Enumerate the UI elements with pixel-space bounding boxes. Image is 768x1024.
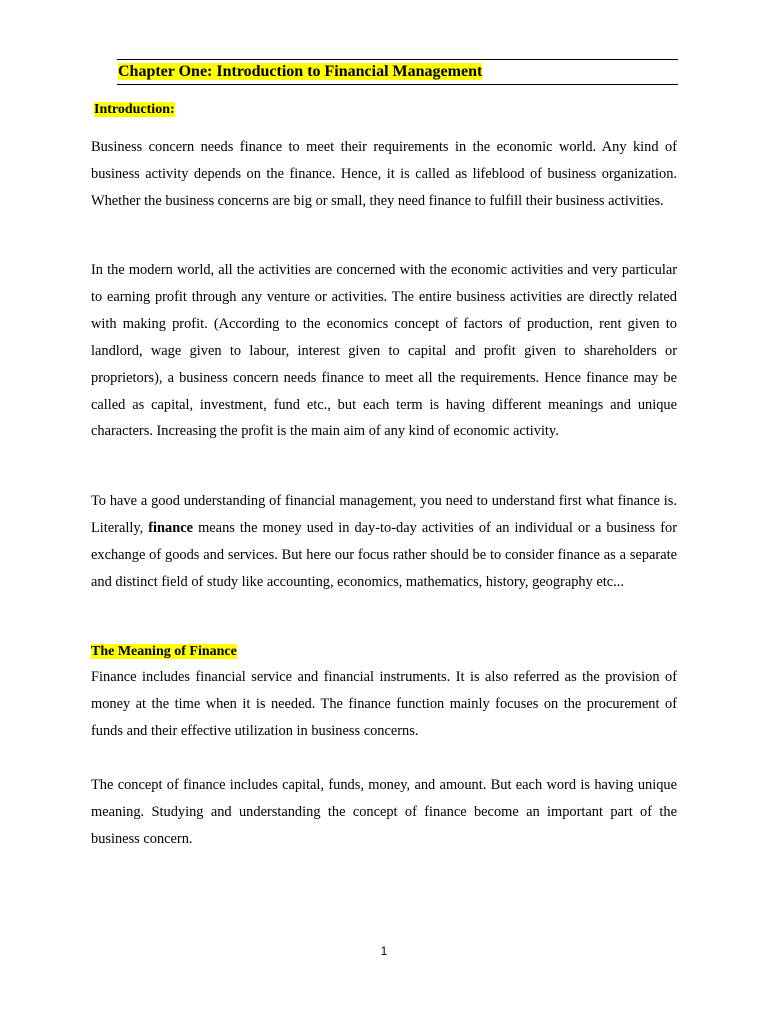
meaning-of-finance-heading-text: The Meaning of Finance [91, 644, 237, 659]
page-number: 1 [380, 944, 388, 958]
chapter-title-text: Chapter One: Introduction to Financial Management [118, 63, 483, 80]
understanding-text-before: To have a good understanding of financial management, you need to understand first what finance is. Literally, [91, 493, 677, 536]
chapter-title [118, 62, 482, 82]
understanding-text-after: means the money used in day-to-day activities of an individual or a business for exchange of goods and services. But here our focus rather should be to consider finance as a separate and distinct field of study like accounting, economics, mathematics, history, geography etc... [91, 519, 677, 590]
intro-paragraph-2: In the modern world, all the activities are concerned with the economic activities and very particular to earning profit through any venture or activities. The entire business activities are directly related with making profit. (According to the economics concept of factors of production, rent given to landlord, wage given to labour, interest given to capital and profit given to shareholders or proprietors), a business concern needs finance to meet all the requirements. Hence finance may be called as capital, investment, fund etc., but each term is having different meanings and unique characters. Increasing the profit is the main aim of any kind of economic activity. [91, 262, 677, 440]
meaning-paragraph-1: Finance includes financial service and financial instruments. It is also referred as the provision of money at the time when it is needed. The finance function mainly focuses on the procurement of funds and their effective utilization in business concerns. [91, 669, 677, 739]
intro-paragraph-1: Business concern needs finance to meet their requirements in the economic world. Any kind of business activity depends on the finance. Hence, it is called as lifeblood of business organization. Whether the business concerns are big or small, they need finance to fulfill their business activities. [91, 139, 677, 209]
meaning-of-finance-heading [91, 643, 237, 661]
finance-bold-term: finance [148, 519, 194, 536]
chapter-title-top-rule [117, 59, 678, 60]
understanding-paragraph [91, 488, 677, 596]
chapter-title-bottom-rule [117, 84, 678, 85]
meaning-paragraph-2: The concept of finance includes capital, funds, money, and amount. But each word is having unique meaning. Studying and understanding the concept of finance become an important part of the business concern. [91, 777, 677, 847]
introduction-heading-text: Introduction: [94, 102, 175, 117]
introduction-heading [94, 101, 175, 119]
